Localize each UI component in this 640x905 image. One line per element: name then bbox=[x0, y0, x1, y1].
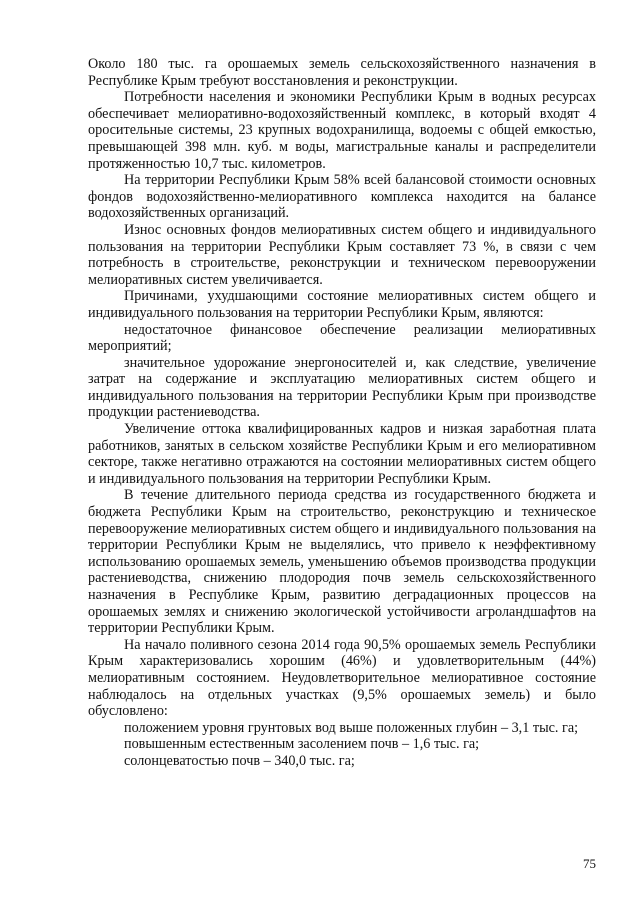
list-item-soil-solonetz: солонцеватостью почв – 340,0 тыс. га; bbox=[124, 752, 355, 769]
list-item-groundwater-level: положением уровня грунтовых вод выше положенных глубин – 3,1 тыс. га; bbox=[124, 719, 579, 736]
list-item-energy-costs: значительное удорожание энергоносителей и, как следствие, увеличение затрат на содержание и эксплуатацию мелиоративных систем общего и индивидуального пользования на территории Республики Крым при производстве продукции растениеводства. bbox=[88, 354, 596, 421]
paragraph-causes-intro: Причинами, ухудшающими состояние мелиоративных систем общего и индивидуального пользования на территории Республики Крым, являются: bbox=[88, 288, 596, 321]
paragraph-irrigation-season-2014: На начало поливного сезона 2014 года 90,5% орошаемых земель Республики Крым характеризовались хорошим (46%) и удовлетворительным (44%) мелиоративным состоянием. Неудовлетворительное мелиоративное состояние наблюдалось на отдельных участках (9,5% орошаемых земель) и было обусловлено: bbox=[88, 636, 596, 720]
paragraph-budget-funding: В течение длительного периода средства из государственного бюджета и бюджета Республики Крым на строительство, реконструкцию и техническое перевооружение мелиоративных систем общего и индивидуального пользования на территории Республики Крым не выделялись, что привело к неэффективному использованию орошаемых земель, уменьшению объемов производства продукции растениеводства, снижению плодородия почв земель сельскохозяйственного назначения в Республике Крым, развитию деградационных процессов на орошаемых землях и снижению экологической устойчивости агроландшафтов на территории Республики Крым. bbox=[88, 487, 596, 637]
paragraph-fixed-assets-wear: Износ основных фондов мелиоративных систем общего и индивидуального пользования на территории Республики Крым составляет 73 %, в связи с чем потребность в строительстве, реконструкции и техническом перевооружении мелиоративных систем увеличивается. bbox=[88, 221, 596, 288]
list-item-insufficient-funding: недостаточное финансовое обеспечение реализации мелиоративных мероприятий; bbox=[88, 321, 596, 355]
paragraph-water-resources-complex: Потребности населения и экономики Республики Крым в водных ресурсах обеспечивает мелиоративно-водохозяйственный комплекс, в который входят 4 оросительные системы, 23 крупных водохранилища, водоемы с общей емкостью, превышающей 398 млн. куб. м воды, магистральные каналы и распределители протяженностью 10,7 тыс. километров. bbox=[88, 89, 596, 172]
document-body bbox=[88, 56, 596, 770]
page-number: 75 bbox=[583, 856, 596, 871]
paragraph-balance-value: На территории Республики Крым 58% всей балансовой стоимости основных фондов водохозяйственно-мелиоративного комплекса находится на балансе водохозяйственных организаций. bbox=[88, 172, 596, 222]
list-item-soil-salinity: повышенным естественным засолением почв – 1,6 тыс. га; bbox=[124, 736, 480, 753]
paragraph-staff-outflow: Увеличение оттока квалифицированных кадров и низкая заработная плата работников, занятых в сельском хозяйстве Республики Крым и его мелиоративном секторе, также негативно отражаются на состоянии мелиоративных систем общего и индивидуального пользования на территории Республики Крым. bbox=[88, 421, 596, 487]
paragraph-irrigated-land-restoration: Около 180 тыс. га орошаемых земель сельскохозяйственного назначения в Республике Крым требуют восстановления и реконструкции. bbox=[88, 56, 596, 89]
